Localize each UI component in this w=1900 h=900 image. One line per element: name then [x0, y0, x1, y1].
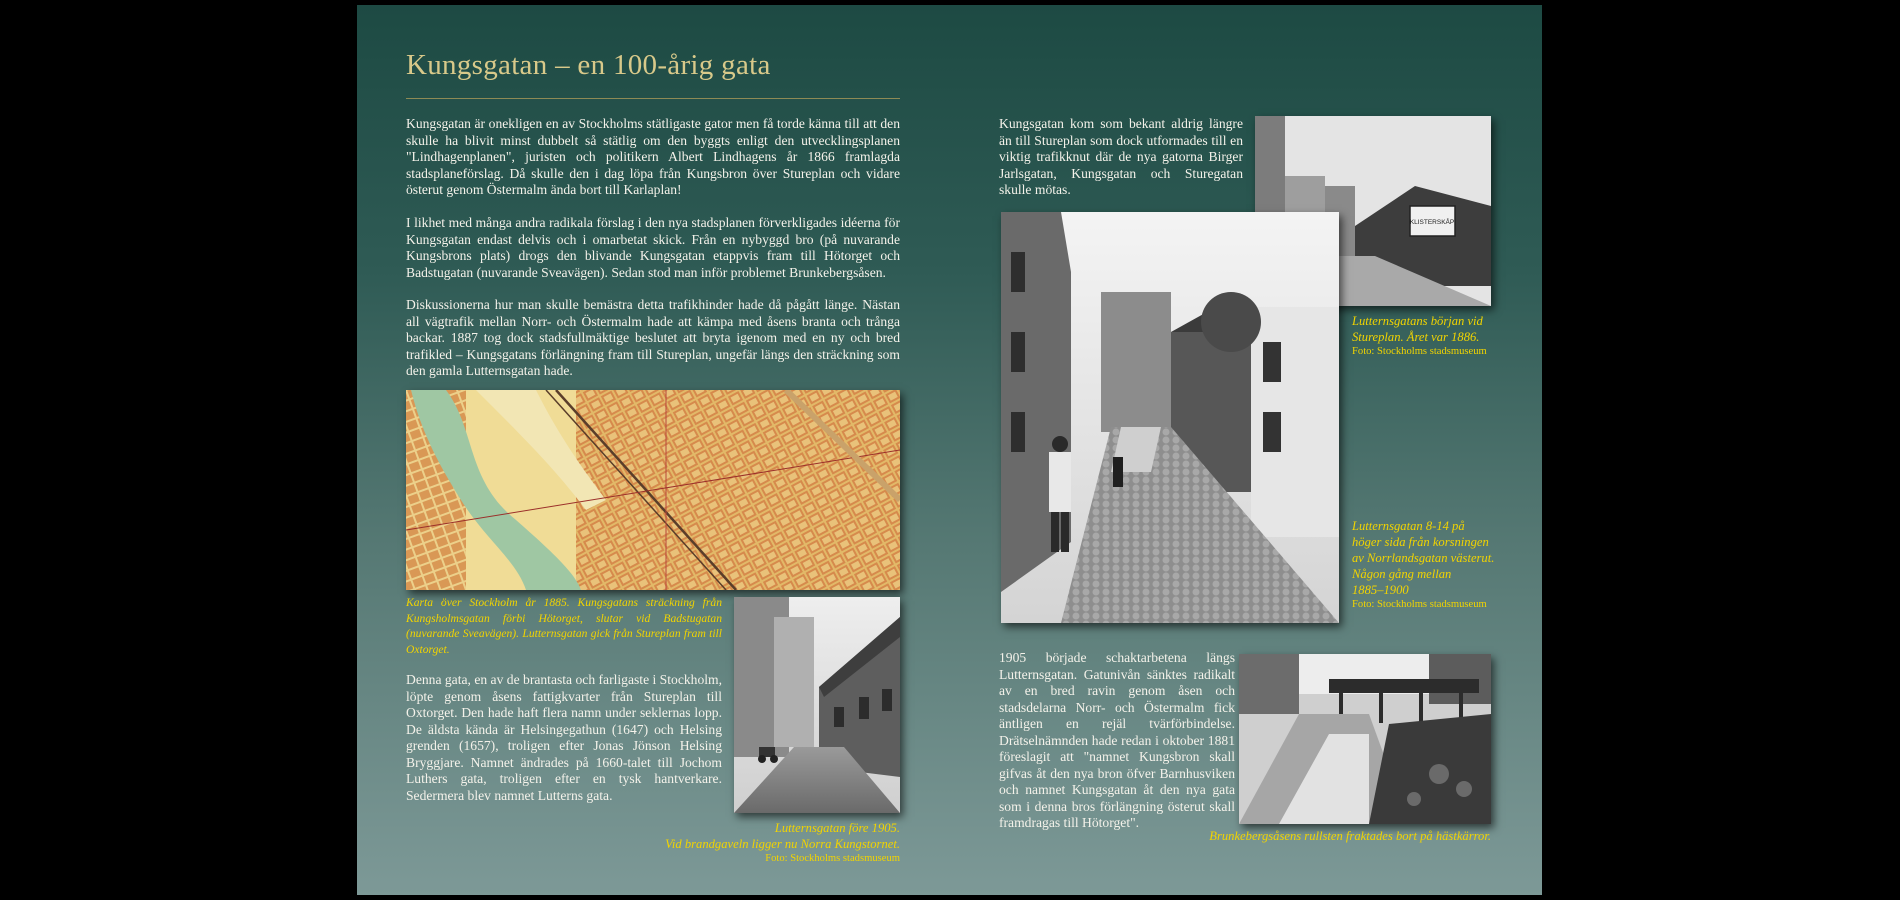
- lutternsgatan-8-14-caption-line3: av Norrlandsgatan västerut.: [1352, 551, 1495, 565]
- paragraph-1: Kungsgatan är onekligen en av Stockholms stätligaste gator men få torde känna till att den skulle ha blivit minst dubbelt så stätlig om den byggts enligt den utvecklingsplanen "Lindhagenplanen", juristen och politikern Albert Lindhagens år 1866 framlagda stadsplaneförslag. Då skulle den i dag löpa från Kungsbron över Stureplan och vidare österut genom Östermalm ända bort till Karlaplan!: [406, 116, 900, 197]
- historic-map-image: [406, 390, 900, 590]
- title-divider: [406, 98, 900, 99]
- right-paragraph-2: 1905 började schaktarbetena längs Lutternsgatan. Gatunivån sänktes radikalt av en bred ravin genom åsen och stadsdelarna Norr- och Östermalm fick äntligen en rejäl tvärförbindelse. Drätselnämnden hade redan i oktober 1881 föreslagit att "namnet Kungsbron skall gifvas åt den nya bron öfver Barnhusviken och namnet Kungsgatan åt den nya gata som i denna bros förlängning österut skall framdragas till Hötorget".: [999, 650, 1235, 830]
- klisterskap-sign: KLISTERSKÅP: [1409, 219, 1455, 226]
- excavation-caption: Brunkebergsåsens rullsten fraktades bort på hästkärror.: [1209, 829, 1491, 843]
- left-photo-caption: [557, 820, 900, 865]
- paragraph-3: Diskussionerna hur man skulle bemästra detta trafikhinder hade då pågått länge. Nästan all vägtrafik mellan Norr- och Östermalm hade att kämpa med åsens branta och trånga backar. 1887 tog dock stadsfullmäktige beslutet att bryta igenom med en ny och bred trafikled – Kungsgatans förlängning fram till Stureplan, ungefär längs den sträckning som den gamla Lutternsgatan hade.: [406, 297, 900, 378]
- lutternsgatan-8-14-caption-line5: 1885–1900: [1352, 583, 1409, 597]
- stureplan-caption-line2: Stureplan. Året var 1886.: [1352, 330, 1480, 344]
- stureplan-credit: Foto: Stockholms stadsmuseum: [1352, 346, 1487, 357]
- left-photo-credit: Foto: Stockholms stadsmuseum: [765, 853, 900, 864]
- right-paragraph-1: Kungsgatan kom som bekant aldrig längre än till Stureplan som dock utformades till en viktig trafikknut där de nya gatorna Birger Jarlsgatan, Kungsgatan och Sturegatan skulle mötas.: [999, 116, 1243, 197]
- stureplan-caption: [1352, 313, 1512, 358]
- left-photo-caption-line2: Vid brandgaveln ligger nu Norra Kungstornet.: [665, 837, 900, 851]
- lutternsgatan-8-14-caption-line4: Någon gång mellan: [1352, 567, 1452, 581]
- lutternsgatan-8-14-photo: [1001, 212, 1339, 623]
- lutternsgatan-8-14-caption: [1352, 518, 1512, 611]
- left-photo-caption-line1: Lutternsgatan före 1905.: [774, 821, 900, 835]
- stureplan-caption-line1: Lutternsgatans början vid: [1352, 314, 1483, 328]
- lutternsgatan-8-14-credit: Foto: Stockholms stadsmuseum: [1352, 599, 1487, 610]
- page-title: Kungsgatan – en 100-årig gata: [406, 49, 771, 81]
- paragraph-4: Denna gata, en av de brantasta och farligaste i Stockholm, löpte genom åsens fattigkvarter från Stureplan till Oxtorget. Den hade haft flera namn under seklernas lopp. De äldsta kända är Helsingegathun (1647) och Helsing grenden (1657), troligen efter Jonas Jönson Helsing Bryggjare. Namnet ändrades på 1660-talet till Jochom Luthers gata, troligen efter en tysk hantverkare. Sedermera blev namnet Lutterns gata.: [406, 672, 722, 803]
- excavation-photo: [1239, 654, 1491, 824]
- lutternsgatan-photo: [734, 597, 900, 813]
- magazine-spread: [357, 5, 1542, 895]
- lutternsgatan-8-14-caption-line1: Lutternsgatan 8-14 på: [1352, 519, 1465, 533]
- map-caption: Karta över Stockholm år 1885. Kungsgatans sträckning från Kungsholmsgatan förbi Hötorget, slutar vid Badstugatan (nuvarande Sveavägen). Lutternsgatan gick från Stureplan fram till Oxtorget.: [406, 596, 722, 656]
- lutternsgatan-8-14-caption-line2: höger sida från korsningen: [1352, 535, 1489, 549]
- paragraph-2: I likhet med många andra radikala förslag i den nya stadsplanen förverkligades idéerna för Kungsgatan endast delvis och i omarbetat skick. Från en nybyggd bro (på nuvarande Kungsbrons plats) drogs den blivande Kungsgatan etappvis fram till Hötorget och Badstugatan (nuvarande Sveavägen). Sedan stod man inför problemet Brunkebergsåsen.: [406, 215, 900, 280]
